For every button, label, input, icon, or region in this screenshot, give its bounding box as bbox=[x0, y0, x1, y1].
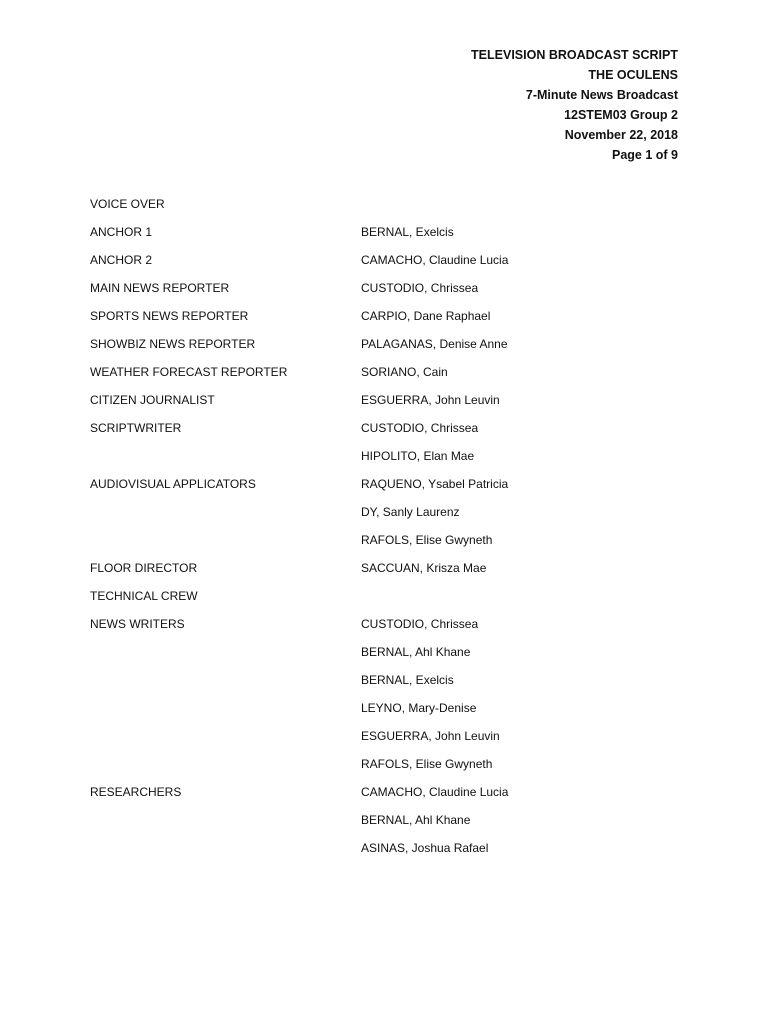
person-name: CUSTODIO, Chrissea bbox=[361, 617, 479, 631]
roster-row bbox=[90, 838, 690, 866]
roster-row bbox=[90, 222, 690, 250]
role-label: RESEARCHERS bbox=[90, 785, 182, 799]
roster-row bbox=[90, 642, 690, 670]
person-name: RAQUENO, Ysabel Patricia bbox=[361, 477, 509, 491]
roster-row bbox=[90, 306, 690, 334]
crew-roster bbox=[90, 194, 690, 866]
person-name: PALAGANAS, Denise Anne bbox=[361, 337, 508, 351]
role-label: SCRIPTWRITER bbox=[90, 421, 182, 435]
person-name: HIPOLITO, Elan Mae bbox=[361, 449, 475, 463]
role-label: AUDIOVISUAL APPLICATORS bbox=[90, 477, 256, 491]
role-label: VOICE OVER bbox=[90, 197, 165, 211]
person-name: SACCUAN, Krisza Mae bbox=[361, 561, 487, 575]
person-name: SORIANO, Cain bbox=[361, 365, 448, 379]
person-name: RAFOLS, Elise Gwyneth bbox=[361, 533, 493, 547]
roster-row bbox=[90, 614, 690, 642]
header-title: TELEVISION BROADCAST SCRIPT bbox=[471, 48, 678, 62]
person-name: CUSTODIO, Chrissea bbox=[361, 421, 479, 435]
person-name: RAFOLS, Elise Gwyneth bbox=[361, 757, 493, 771]
roster-row bbox=[90, 474, 690, 502]
header-date: November 22, 2018 bbox=[564, 128, 678, 142]
roster-row bbox=[90, 334, 690, 362]
person-name: DY, Sanly Laurenz bbox=[361, 505, 460, 519]
roster-row bbox=[90, 418, 690, 446]
header-program: THE OCULENS bbox=[588, 68, 678, 82]
roster-row bbox=[90, 586, 690, 614]
roster-row bbox=[90, 194, 690, 222]
roster-row bbox=[90, 530, 690, 558]
role-label: MAIN NEWS REPORTER bbox=[90, 281, 230, 295]
roster-row bbox=[90, 390, 690, 418]
roster-row bbox=[90, 558, 690, 586]
role-label: ANCHOR 2 bbox=[90, 253, 153, 267]
role-label: SPORTS NEWS REPORTER bbox=[90, 309, 249, 323]
roster-row bbox=[90, 250, 690, 278]
person-name: BERNAL, Ahl Khane bbox=[361, 645, 471, 659]
person-name: CARPIO, Dane Raphael bbox=[361, 309, 491, 323]
header-format: 7-Minute News Broadcast bbox=[525, 88, 678, 102]
role-label: NEWS WRITERS bbox=[90, 617, 185, 631]
role-label: WEATHER FORECAST REPORTER bbox=[90, 365, 288, 379]
header-group: 12STEM03 Group 2 bbox=[564, 108, 678, 122]
roster-row bbox=[90, 670, 690, 698]
person-name: BERNAL, Exelcis bbox=[361, 225, 454, 239]
role-label: TECHNICAL CREW bbox=[90, 589, 198, 603]
roster-row bbox=[90, 810, 690, 838]
person-name: ESGUERRA, John Leuvin bbox=[361, 393, 500, 407]
person-name: CAMACHO, Claudine Lucia bbox=[361, 253, 509, 267]
roster-row bbox=[90, 362, 690, 390]
role-label: SHOWBIZ NEWS REPORTER bbox=[90, 337, 256, 351]
person-name: ESGUERRA, John Leuvin bbox=[361, 729, 500, 743]
person-name: BERNAL, Exelcis bbox=[361, 673, 454, 687]
header-page-number: Page 1 of 9 bbox=[612, 148, 678, 162]
script-header bbox=[358, 45, 678, 165]
roster-row bbox=[90, 502, 690, 530]
roster-row bbox=[90, 726, 690, 754]
roster-row bbox=[90, 782, 690, 810]
role-label: FLOOR DIRECTOR bbox=[90, 561, 198, 575]
roster-row bbox=[90, 446, 690, 474]
person-name: BERNAL, Ahl Khane bbox=[361, 813, 471, 827]
person-name: CUSTODIO, Chrissea bbox=[361, 281, 479, 295]
person-name: LEYNO, Mary-Denise bbox=[361, 701, 477, 715]
roster-row bbox=[90, 698, 690, 726]
role-label: ANCHOR 1 bbox=[90, 225, 153, 239]
roster-row bbox=[90, 754, 690, 782]
roster-row bbox=[90, 278, 690, 306]
role-label: CITIZEN JOURNALIST bbox=[90, 393, 215, 407]
person-name: ASINAS, Joshua Rafael bbox=[361, 841, 489, 855]
person-name: CAMACHO, Claudine Lucia bbox=[361, 785, 509, 799]
